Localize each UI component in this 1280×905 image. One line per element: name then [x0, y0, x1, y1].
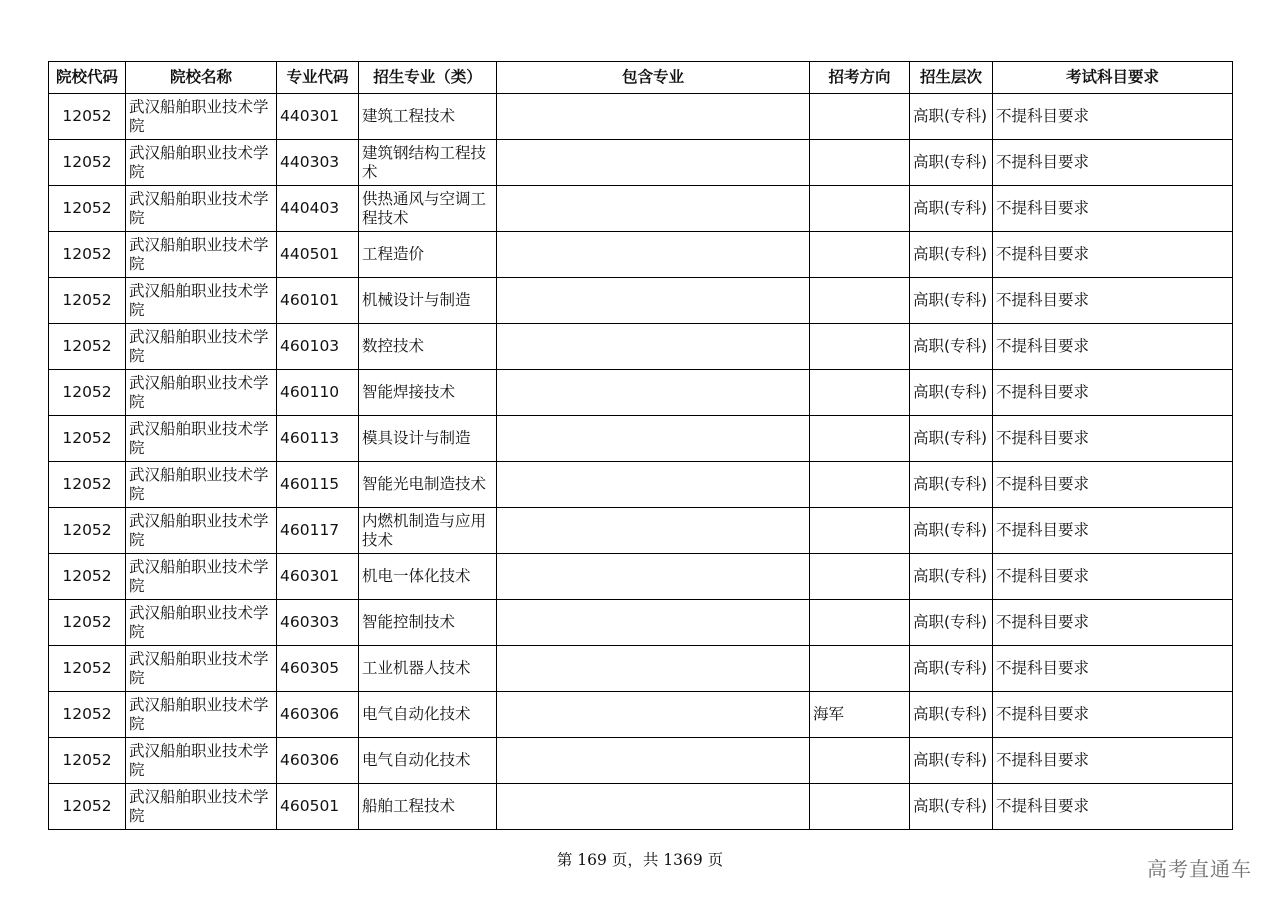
cell-direction: [810, 370, 910, 416]
cell-major-code: 460305: [277, 646, 359, 692]
page-number: 第 169 页，共 1369 页: [556, 851, 724, 869]
cell-school-name: 武汉船舶职业技术学院: [126, 784, 277, 830]
cell-major: 电气自动化技术: [359, 738, 497, 784]
cell-direction: [810, 186, 910, 232]
cell-level: 高职(专科): [910, 554, 993, 600]
cell-included-majors: [497, 784, 810, 830]
cell-level: 高职(专科): [910, 600, 993, 646]
cell-level: 高职(专科): [910, 692, 993, 738]
cell-major-code: 440301: [277, 94, 359, 140]
cell-subject-requirement: 不提科目要求: [993, 462, 1233, 508]
table-row: [49, 508, 1233, 554]
cell-major: 机械设计与制造: [359, 278, 497, 324]
cell-school-code: 12052: [49, 646, 126, 692]
watermark-text: 高考直通车: [1147, 857, 1252, 881]
table-row: [49, 232, 1233, 278]
cell-level: 高职(专科): [910, 646, 993, 692]
cell-major-code: 460306: [277, 692, 359, 738]
cell-included-majors: [497, 692, 810, 738]
cell-level: 高职(专科): [910, 94, 993, 140]
header-major-code: 专业代码: [277, 62, 359, 94]
cell-level: 高职(专科): [910, 416, 993, 462]
header-school-code: 院校代码: [49, 62, 126, 94]
cell-school-name: 武汉船舶职业技术学院: [126, 324, 277, 370]
cell-school-code: 12052: [49, 416, 126, 462]
cell-school-code: 12052: [49, 462, 126, 508]
cell-direction: [810, 140, 910, 186]
cell-major-code: 460501: [277, 784, 359, 830]
cell-included-majors: [497, 646, 810, 692]
cell-major: 建筑钢结构工程技术: [359, 140, 497, 186]
table-row: [49, 692, 1233, 738]
cell-school-name: 武汉船舶职业技术学院: [126, 370, 277, 416]
cell-direction: [810, 278, 910, 324]
cell-direction: [810, 784, 910, 830]
cell-included-majors: [497, 554, 810, 600]
cell-included-majors: [497, 186, 810, 232]
cell-school-code: 12052: [49, 370, 126, 416]
cell-major: 工业机器人技术: [359, 646, 497, 692]
header-subject-requirement: 考试科目要求: [993, 62, 1233, 94]
cell-included-majors: [497, 278, 810, 324]
cell-level: 高职(专科): [910, 186, 993, 232]
cell-school-code: 12052: [49, 232, 126, 278]
cell-subject-requirement: 不提科目要求: [993, 186, 1233, 232]
cell-major-code: 460103: [277, 324, 359, 370]
cell-major-code: 460113: [277, 416, 359, 462]
cell-major: 电气自动化技术: [359, 692, 497, 738]
cell-subject-requirement: 不提科目要求: [993, 508, 1233, 554]
cell-major-code: 460110: [277, 370, 359, 416]
cell-major: 内燃机制造与应用技术: [359, 508, 497, 554]
cell-direction: [810, 462, 910, 508]
cell-school-code: 12052: [49, 324, 126, 370]
admissions-table: [48, 61, 1233, 830]
cell-subject-requirement: 不提科目要求: [993, 738, 1233, 784]
cell-major: 智能控制技术: [359, 600, 497, 646]
cell-major: 智能焊接技术: [359, 370, 497, 416]
cell-subject-requirement: 不提科目要求: [993, 600, 1233, 646]
cell-included-majors: [497, 324, 810, 370]
cell-school-name: 武汉船舶职业技术学院: [126, 600, 277, 646]
cell-major-code: 460303: [277, 600, 359, 646]
cell-subject-requirement: 不提科目要求: [993, 692, 1233, 738]
cell-major: 工程造价: [359, 232, 497, 278]
cell-included-majors: [497, 738, 810, 784]
cell-direction: [810, 94, 910, 140]
cell-included-majors: [497, 416, 810, 462]
cell-school-name: 武汉船舶职业技术学院: [126, 738, 277, 784]
cell-major: 模具设计与制造: [359, 416, 497, 462]
cell-school-name: 武汉船舶职业技术学院: [126, 692, 277, 738]
header-direction: 招考方向: [810, 62, 910, 94]
cell-subject-requirement: 不提科目要求: [993, 784, 1233, 830]
table-row: [49, 738, 1233, 784]
cell-major: 船舶工程技术: [359, 784, 497, 830]
cell-subject-requirement: 不提科目要求: [993, 324, 1233, 370]
cell-direction: [810, 554, 910, 600]
header-major: 招生专业（类）: [359, 62, 497, 94]
cell-subject-requirement: 不提科目要求: [993, 554, 1233, 600]
cell-school-name: 武汉船舶职业技术学院: [126, 186, 277, 232]
cell-school-code: 12052: [49, 784, 126, 830]
cell-school-code: 12052: [49, 278, 126, 324]
cell-direction: [810, 646, 910, 692]
cell-school-name: 武汉船舶职业技术学院: [126, 646, 277, 692]
cell-direction: [810, 600, 910, 646]
cell-direction: 海军: [810, 692, 910, 738]
cell-subject-requirement: 不提科目要求: [993, 370, 1233, 416]
cell-included-majors: [497, 600, 810, 646]
cell-school-name: 武汉船舶职业技术学院: [126, 416, 277, 462]
cell-included-majors: [497, 232, 810, 278]
cell-major-code: 440303: [277, 140, 359, 186]
cell-direction: [810, 508, 910, 554]
table-row: [49, 186, 1233, 232]
cell-subject-requirement: 不提科目要求: [993, 94, 1233, 140]
cell-subject-requirement: 不提科目要求: [993, 416, 1233, 462]
cell-school-code: 12052: [49, 600, 126, 646]
table-row: [49, 416, 1233, 462]
table-row: [49, 94, 1233, 140]
cell-level: 高职(专科): [910, 324, 993, 370]
cell-included-majors: [497, 370, 810, 416]
header-level: 招生层次: [910, 62, 993, 94]
cell-direction: [810, 738, 910, 784]
cell-major-code: 460115: [277, 462, 359, 508]
cell-major-code: 440403: [277, 186, 359, 232]
cell-direction: [810, 232, 910, 278]
cell-major: 智能光电制造技术: [359, 462, 497, 508]
cell-school-code: 12052: [49, 508, 126, 554]
cell-school-code: 12052: [49, 140, 126, 186]
header-included-majors: 包含专业: [497, 62, 810, 94]
cell-major: 供热通风与空调工程技术: [359, 186, 497, 232]
cell-subject-requirement: 不提科目要求: [993, 140, 1233, 186]
cell-major: 建筑工程技术: [359, 94, 497, 140]
cell-included-majors: [497, 94, 810, 140]
cell-subject-requirement: 不提科目要求: [993, 646, 1233, 692]
table-row: [49, 784, 1233, 830]
cell-major-code: 440501: [277, 232, 359, 278]
cell-level: 高职(专科): [910, 462, 993, 508]
cell-school-code: 12052: [49, 692, 126, 738]
table-header: [49, 62, 1233, 94]
cell-level: 高职(专科): [910, 140, 993, 186]
cell-school-name: 武汉船舶职业技术学院: [126, 508, 277, 554]
cell-school-name: 武汉船舶职业技术学院: [126, 462, 277, 508]
cell-subject-requirement: 不提科目要求: [993, 232, 1233, 278]
cell-major-code: 460306: [277, 738, 359, 784]
table-row: [49, 600, 1233, 646]
cell-level: 高职(专科): [910, 278, 993, 324]
table-row: [49, 140, 1233, 186]
header-row: [49, 62, 1233, 94]
cell-school-code: 12052: [49, 738, 126, 784]
cell-school-name: 武汉船舶职业技术学院: [126, 94, 277, 140]
table-row: [49, 370, 1233, 416]
cell-direction: [810, 416, 910, 462]
cell-major: 数控技术: [359, 324, 497, 370]
cell-major-code: 460301: [277, 554, 359, 600]
cell-school-code: 12052: [49, 186, 126, 232]
cell-school-name: 武汉船舶职业技术学院: [126, 232, 277, 278]
header-school-name: 院校名称: [126, 62, 277, 94]
table-row: [49, 324, 1233, 370]
cell-level: 高职(专科): [910, 508, 993, 554]
cell-school-name: 武汉船舶职业技术学院: [126, 554, 277, 600]
cell-school-code: 12052: [49, 94, 126, 140]
table-row: [49, 278, 1233, 324]
cell-level: 高职(专科): [910, 738, 993, 784]
cell-level: 高职(专科): [910, 232, 993, 278]
cell-level: 高职(专科): [910, 784, 993, 830]
cell-school-code: 12052: [49, 554, 126, 600]
cell-included-majors: [497, 140, 810, 186]
table-row: [49, 646, 1233, 692]
cell-school-name: 武汉船舶职业技术学院: [126, 140, 277, 186]
cell-included-majors: [497, 462, 810, 508]
cell-major: 机电一体化技术: [359, 554, 497, 600]
table-row: [49, 554, 1233, 600]
cell-major-code: 460117: [277, 508, 359, 554]
cell-included-majors: [497, 508, 810, 554]
cell-direction: [810, 324, 910, 370]
cell-major-code: 460101: [277, 278, 359, 324]
cell-level: 高职(专科): [910, 370, 993, 416]
cell-school-name: 武汉船舶职业技术学院: [126, 278, 277, 324]
cell-subject-requirement: 不提科目要求: [993, 278, 1233, 324]
table-body: [49, 94, 1233, 830]
table-row: [49, 462, 1233, 508]
